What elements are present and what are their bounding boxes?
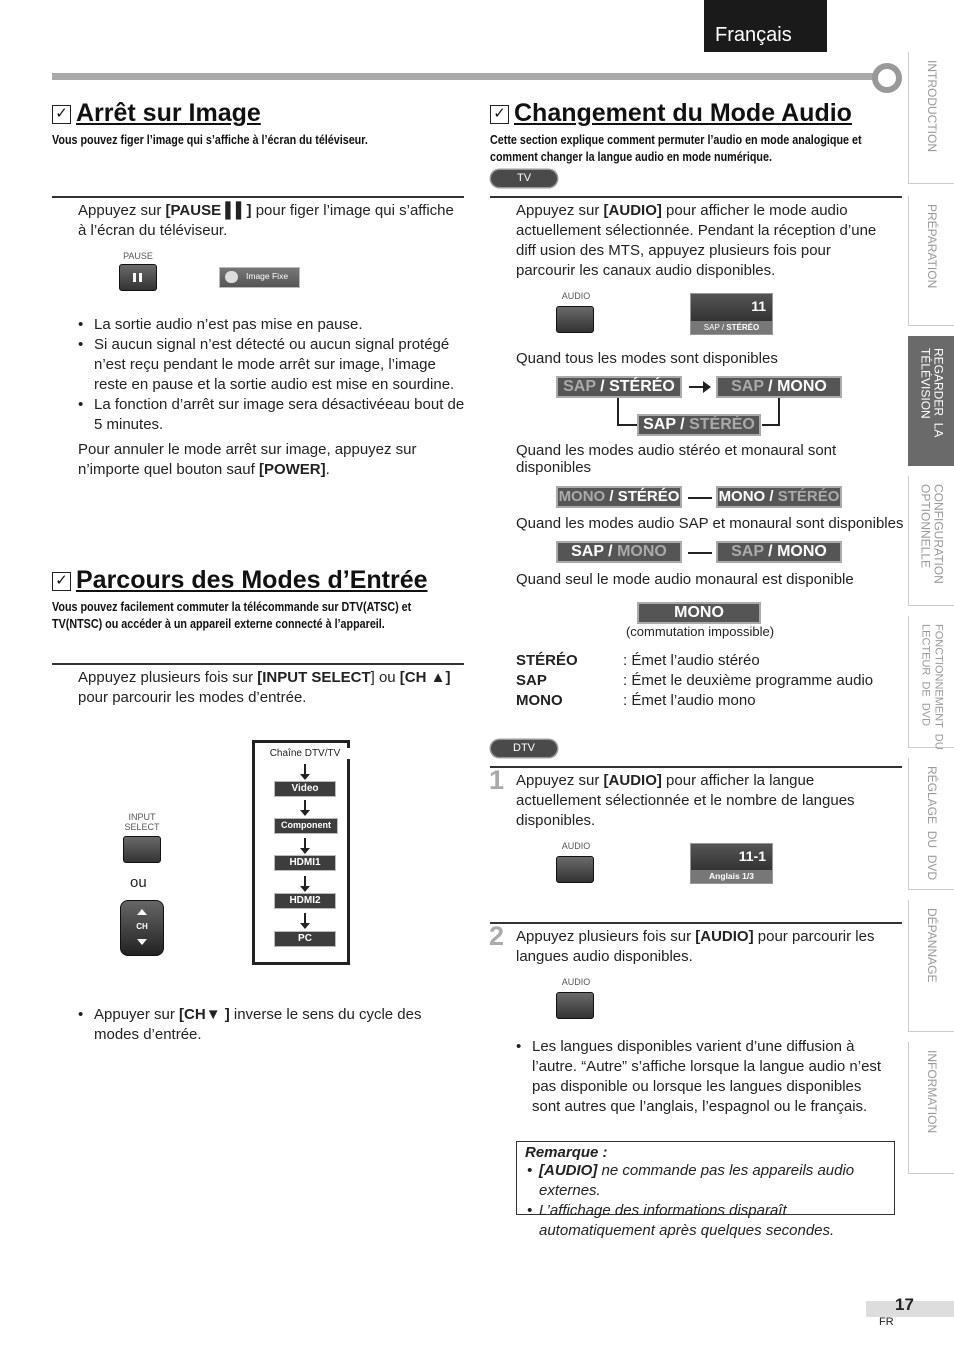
mode-mono-only: MONO (637, 602, 761, 624)
input-section-title: ✓ Parcours des Modes d’Entrée (52, 566, 428, 595)
dtv-badge: DTV (491, 740, 557, 757)
language-tab[interactable]: Français (704, 0, 827, 52)
audio-button-label: AUDIO (561, 977, 591, 987)
sap-mono-text: Quand les modes audio SAP et monaural sont disponibles (516, 515, 904, 532)
flow-arrow (304, 913, 306, 925)
side-tab-label: INTRODUCTION (925, 60, 939, 152)
flow-arrow (304, 764, 306, 776)
divider (52, 663, 464, 665)
divider (490, 766, 902, 768)
remarque-box (516, 1141, 895, 1239)
legend-def: : Émet le deuxième programme audio (623, 672, 874, 689)
mono-only-text: Quand seul le mode audio monaural est disponible (516, 571, 854, 588)
legend-term: STÉRÉO (516, 652, 578, 669)
mode-legend (516, 651, 906, 711)
mode-mono-stereo-2: MONO / STÉRÉO (716, 486, 842, 508)
step-number: 1 (489, 765, 505, 795)
input-section-desc: Vous pouvez facilement commuter la télécommande sur DTV(ATSC) et TV(NTSC) ou accéder à un appareil externe connecté à l’appareil. (52, 600, 412, 631)
double-arrow-icon (688, 497, 712, 499)
side-tab-depannage[interactable] (908, 900, 954, 1032)
header-rule-end (872, 63, 902, 93)
audio-dtv-step-2: Appuyez plusieurs fois sur [AUDIO] pour parcourir les langues audio disponibles. (516, 928, 875, 965)
list-item: • L’affichage des informations disparaît automatiquement après quelques secondes. (527, 1201, 886, 1241)
channel-number: 11-1 (738, 848, 766, 864)
audio-button-label: AUDIO (561, 291, 591, 301)
side-tab-label: REGARDER LA TÉLÉVISION (918, 348, 946, 438)
checkmark-icon: ✓ (490, 105, 509, 124)
input-select-label: INPUT SELECT (124, 812, 160, 832)
flow-arrow (304, 800, 306, 812)
pause-button (119, 264, 157, 291)
side-tab-label: FONCTIONNEMENT DU LECTEUR DE DVD (919, 624, 945, 750)
mode-sap-mono-3: SAP / MONO (716, 541, 842, 563)
arrow-head (703, 381, 711, 393)
pause-button-label: PAUSE (123, 251, 153, 261)
audio-button (556, 856, 594, 883)
step2-bullets (516, 1037, 886, 1117)
loop-line (762, 424, 780, 426)
mode-mono-stereo: MONO / STÉRÉO (556, 486, 682, 508)
divider (490, 922, 902, 924)
stereo-mono-text: Quand les modes audio stéréo et monaural sont disponibles (516, 442, 837, 476)
flow-start-label: Chaîne DTV/TV (257, 748, 353, 759)
audio-button (556, 306, 594, 333)
checkmark-icon: ✓ (52, 572, 71, 591)
flow-step: Video (274, 781, 336, 797)
mode-sap-stereo: SAP / STÉRÉO (556, 376, 682, 398)
loop-line (617, 398, 619, 424)
remarque-title: Remarque : (525, 1144, 608, 1161)
tv-badge: TV (491, 170, 557, 187)
language-readout: Anglais 1/3 (691, 870, 772, 883)
ch-label: CH (136, 922, 148, 931)
freeze-screen (219, 267, 300, 288)
mode-sap-mono: SAP / MONO (716, 376, 842, 398)
audio-section-title: ✓ Changement du Mode Audio (490, 99, 852, 128)
flow-arrow (304, 838, 306, 850)
side-tab-label: CONFIGURATION OPTIONNELLE (918, 484, 946, 584)
list-item: • La sortie audio n’est pas mise en pause. (78, 315, 466, 335)
list-item: • La fonction d’arrêt sur image sera désactivéeau bout de 5 minutes. (78, 395, 466, 435)
flow-step: HDMI2 (274, 893, 336, 909)
legend-def: : Émet l’audio stéréo (623, 652, 760, 669)
flow-arrow (304, 876, 306, 888)
side-tab-configuration[interactable] (908, 476, 954, 606)
freeze-screen-label: Image Fixe (246, 271, 289, 281)
freeze-cancel-note: Pour annuler le mode arrêt sur image, appuyez sur n’importe quel bouton sauf [POWER]. (78, 441, 417, 478)
audio-button (556, 992, 594, 1019)
flow-step: PC (274, 931, 336, 947)
flow-step: HDMI1 (274, 855, 336, 871)
list-item: • Si aucun signal n’est détecté ou aucun signal protégé n’est reçu pendant le mode arrêt sur image, l’image reste en pause et la sortie audio est mise en sourdine. (78, 335, 466, 395)
double-arrow-icon (688, 552, 712, 554)
divider (52, 196, 464, 198)
side-tab-label: INFORMATION (925, 1050, 939, 1134)
freeze-bullets (78, 315, 466, 435)
side-tab-label: DÉPANNAGE (925, 908, 939, 983)
side-tab-label: RÉGLAGE DU DVD (925, 766, 939, 881)
freeze-step: Appuyez sur [PAUSE ▌▌] pour figer l’image qui s’affiche à l’écran du téléviseur. (78, 202, 454, 239)
page-lang: FR (879, 1316, 894, 1328)
checkmark-icon: ✓ (52, 105, 71, 124)
header-rule (52, 73, 878, 80)
side-tab-information[interactable] (908, 1042, 954, 1174)
chevron-up-icon (137, 909, 147, 915)
audio-button-label: AUDIO (561, 841, 591, 851)
freeze-section-title: ✓ Arrêt sur Image (52, 99, 261, 128)
loop-line (617, 424, 637, 426)
tv-audio-screen (690, 293, 773, 335)
side-tab-label: PRÉPARATION (925, 204, 939, 289)
mode-sap-mono-2: SAP / MONO (556, 541, 682, 563)
pause-icon (225, 271, 238, 283)
audio-section-desc: Cette section explique comment permuter l’audio en mode analogique et comment changer la langue audio en mode numérique. (490, 133, 862, 164)
audio-mode-readout: SAP / STÉRÉO (691, 321, 772, 334)
or-label: ou (130, 874, 147, 891)
list-item: • Les langues disponibles varient d’une diffusion à l’autre. “Autre” s’affiche lorsque la langue audio n’est pas disponible ou lorsque les langues disponibles sont autres que l’anglais, l’espagnol ou le français. (516, 1037, 886, 1117)
side-tab-preparation[interactable] (908, 196, 954, 326)
side-tab-regarder-television[interactable] (908, 336, 954, 466)
side-tab-introduction[interactable] (908, 52, 954, 184)
loop-line (778, 398, 780, 426)
step-number: 2 (489, 921, 505, 951)
page-number: 17 (895, 1295, 914, 1314)
side-tab-reglage-dvd[interactable] (908, 758, 954, 890)
side-tab-lecteur-dvd[interactable] (908, 616, 954, 748)
channel-number: 11 (751, 298, 766, 314)
legend-term: MONO (516, 692, 563, 709)
list-item: • Appuyer sur [CH▼ ] inverse le sens du cycle des modes d’entrée. (78, 1005, 466, 1045)
dtv-audio-screen (690, 843, 773, 884)
channel-up-down-button (120, 900, 164, 956)
all-modes-text: Quand tous les modes sont disponibles (516, 350, 778, 367)
list-item: • [AUDIO] ne commande pas les appareils audio externes. (527, 1161, 886, 1201)
chevron-down-icon (137, 939, 147, 945)
input-select-button (123, 836, 161, 863)
freeze-section-desc: Vous pouvez figer l’image qui s’affiche à l’écran du téléviseur. (52, 133, 368, 147)
input-step: Appuyez plusieurs fois sur [INPUT SELECT] ou [CH ▲] pour parcourir les modes d’entrée. (78, 669, 451, 706)
divider (490, 196, 902, 198)
audio-tv-step: Appuyez sur [AUDIO] pour afficher le mode audio actuellement sélectionnée. Pendant la réception d’une diff usion des MTS, appuyez plusieurs fois pour parcourir les canaux audio disponibles. (516, 202, 877, 279)
no-switch-note: (commutation impossible) (625, 624, 775, 639)
legend-def: : Émet l’audio mono (623, 692, 756, 709)
input-bullets (78, 1005, 466, 1045)
flow-step: Component (274, 818, 338, 834)
mode-sap-stereo-2: SAP / STÉRÉO (637, 414, 761, 436)
legend-term: SAP (516, 672, 547, 689)
audio-dtv-step-1: Appuyez sur [AUDIO] pour afficher la langue actuellement sélectionnée et le nombre de langues disponibles. (516, 772, 855, 829)
